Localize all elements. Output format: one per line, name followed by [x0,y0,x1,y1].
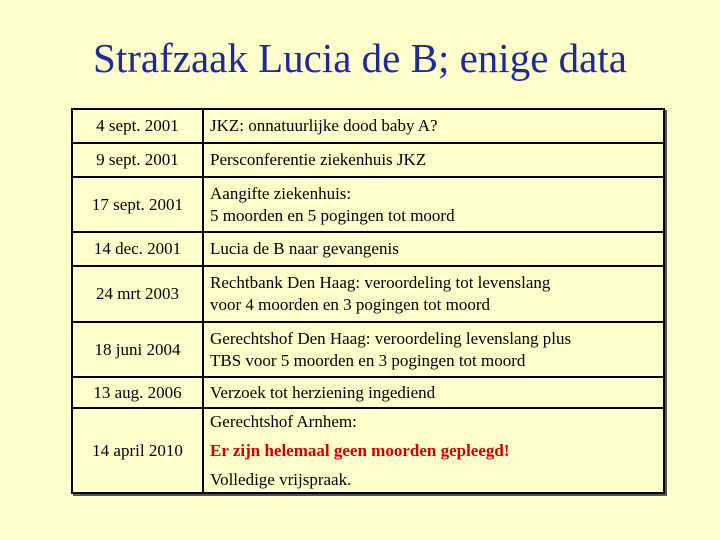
event-line: Gerechtshof Arnhem: [210,412,357,431]
timeline-row [73,144,663,178]
row-event [210,323,660,376]
row-date: 18 juni 2004 [94,339,181,359]
event-line: Gerechtshof Den Haag: veroordeling levenslang plus [210,328,572,348]
event-line: Aangifte ziekenhuis: [210,183,352,203]
event-line: Persconferentie ziekenhuis JKZ [210,150,427,169]
row-date: 14 april 2010 [92,440,183,460]
row-date: 9 sept. 2001 [96,150,179,169]
timeline-row [73,267,663,323]
event-line: voor 4 moorden en 3 pogingen tot moord [210,295,490,314]
row-date: 14 dec. 2001 [93,239,182,258]
row-date: 17 sept. 2001 [91,194,184,214]
row-event [210,409,660,492]
event-line: Lucia de B naar gevangenis [210,239,399,258]
timeline-row [73,178,663,233]
row-date: 13 aug. 2006 [93,382,182,402]
verdict-highlight: Er zijn helemaal geen moorden gepleegd! [210,441,510,460]
row-event [210,110,660,142]
timeline-row [73,233,663,267]
row-date: 4 sept. 2001 [96,116,179,135]
event-line: Volledige vrijspraak. [210,470,352,489]
row-event [210,378,660,407]
event-line: 5 moorden en 5 pogingen tot moord [210,205,455,225]
event-line: Rechtbank Den Haag: veroordeling tot levenslang [210,273,551,292]
event-line: Verzoek tot herziening ingediend [210,382,436,402]
row-date: 24 mrt 2003 [95,284,180,303]
event-line: TBS voor 5 moorden en 3 pogingen tot moord [210,350,526,370]
row-event [210,233,660,265]
timeline-table [71,108,665,494]
row-event [210,267,660,321]
timeline-row [73,378,663,409]
timeline-row [73,110,663,144]
timeline-row [73,323,663,378]
timeline-row [73,409,663,492]
row-event [210,144,660,176]
event-line: JKZ: onnatuurlijke dood baby A? [210,116,438,135]
row-event [210,178,660,231]
slide-title: Strafzaak Lucia de B; enige data [93,35,627,81]
